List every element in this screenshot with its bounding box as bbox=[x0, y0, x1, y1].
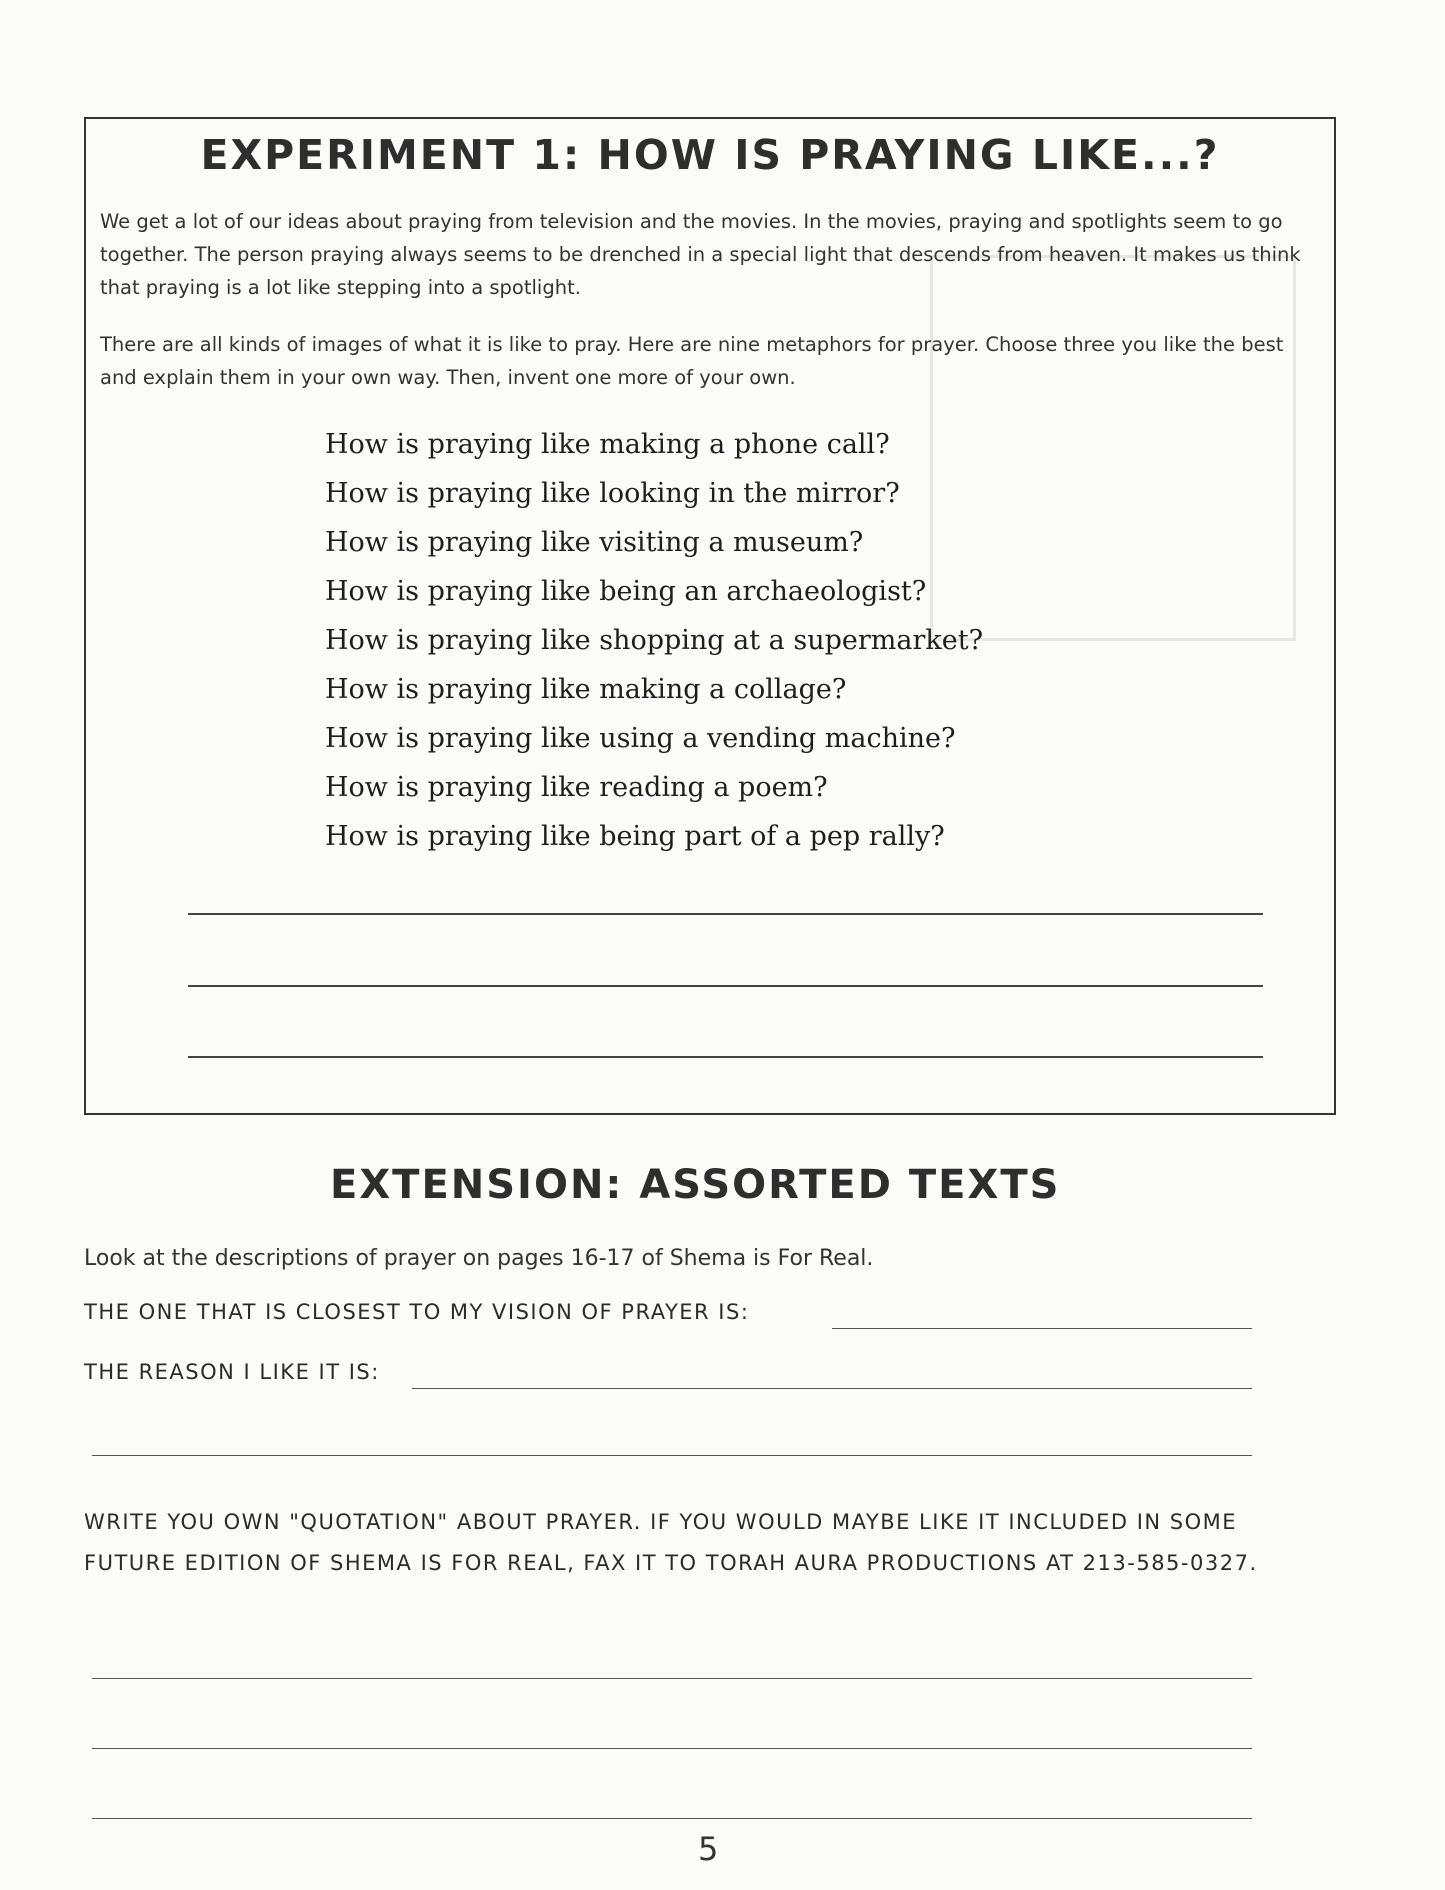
experiment-intro: We get a lot of our ideas about praying from television and the movies. In the movies, praying and spotlights seem to go together. The person praying always seems to be drenched in a special light that descends from heaven. It makes us think that praying is a lot like stepping into a spotlight. bbox=[100, 210, 1301, 299]
experiment-title: EXPERIMENT 1: HOW IS PRAYING LIKE...? bbox=[200, 131, 1220, 179]
quotation-line-2[interactable] bbox=[92, 1748, 1252, 1749]
reason-label: THE REASON I LIKE IT IS: bbox=[84, 1360, 380, 1384]
question-item: How is praying like shopping at a supermarket? bbox=[325, 625, 984, 656]
extension-title: EXTENSION: ASSORTED TEXTS bbox=[330, 1162, 1061, 1208]
answer-line-2[interactable] bbox=[188, 985, 1263, 987]
reason-line-1[interactable] bbox=[412, 1388, 1252, 1389]
page-number: 5 bbox=[698, 1830, 719, 1868]
reason-line-2[interactable] bbox=[92, 1455, 1252, 1456]
answer-line-1[interactable] bbox=[188, 913, 1263, 915]
extension-intro: Look at the descriptions of prayer on pages 16-17 of Shema is For Real. bbox=[84, 1246, 874, 1271]
question-item: How is praying like using a vending machine? bbox=[325, 723, 956, 754]
question-item: How is praying like visiting a museum? bbox=[325, 527, 864, 558]
question-item: How is praying like making a phone call? bbox=[325, 429, 890, 460]
question-item: How is praying like reading a poem? bbox=[325, 772, 828, 803]
answer-line-3[interactable] bbox=[188, 1056, 1263, 1058]
quotation-line-3[interactable] bbox=[92, 1818, 1252, 1819]
question-item: How is praying like making a collage? bbox=[325, 674, 847, 705]
question-item: How is praying like being part of a pep rally? bbox=[325, 821, 945, 852]
experiment-instructions: There are all kinds of images of what it is like to pray. Here are nine metaphors for prayer. Choose three you like the best and explain them in your own way. Then, invent one more of your own. bbox=[100, 333, 1284, 389]
quotation-line-1[interactable] bbox=[92, 1678, 1252, 1679]
metaphor-question-list bbox=[325, 420, 983, 861]
quotation-prompt: WRITE YOU OWN "QUOTATION" ABOUT PRAYER. IF YOU WOULD MAYBE LIKE IT INCLUDED IN SOME FUTURE EDITION OF SHEMA IS FOR REAL, FAX IT TO TORAH AURA PRODUCTIONS AT 213-585-0327. bbox=[84, 1510, 1258, 1575]
question-item: How is praying like being an archaeologist? bbox=[325, 576, 927, 607]
closest-prayer-line[interactable] bbox=[832, 1328, 1252, 1329]
closest-prayer-label: THE ONE THAT IS CLOSEST TO MY VISION OF PRAYER IS: bbox=[84, 1300, 750, 1324]
question-item: How is praying like looking in the mirror? bbox=[325, 478, 900, 509]
